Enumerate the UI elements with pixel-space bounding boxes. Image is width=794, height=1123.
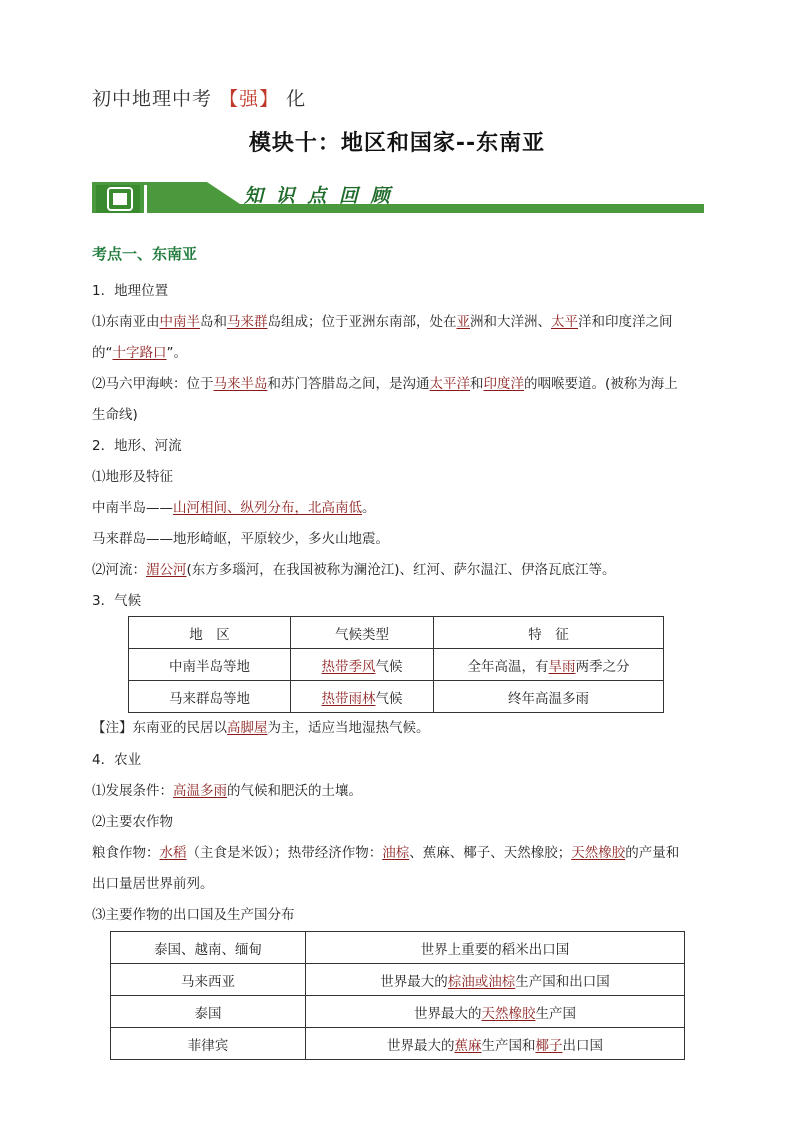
table-row bbox=[129, 649, 664, 681]
page-title: 模块十：地区和国家--东南亚 bbox=[248, 131, 546, 156]
table-cell: 中南半岛等地 bbox=[129, 649, 291, 681]
s2-heading: 2．地形、河流 bbox=[92, 438, 182, 454]
s4-p3b: 出口量居世界前列。 bbox=[92, 876, 214, 892]
table-row bbox=[111, 964, 685, 996]
table-row bbox=[111, 996, 685, 1028]
s1-heading: 1．地理位置 bbox=[92, 283, 169, 299]
crops-table bbox=[110, 931, 685, 1060]
table-cell: 世界上重要的稻米出口国 bbox=[306, 932, 685, 964]
kaodian-heading: 考点一、东南亚 bbox=[92, 245, 198, 263]
s4-heading: 4．农业 bbox=[92, 752, 142, 768]
table-cell: 马来西亚 bbox=[111, 964, 306, 996]
s2-line1: 中南半岛——山河相间、纵列分布，北高南低。 bbox=[92, 500, 376, 516]
s4-p2: ⑵主要农作物 bbox=[92, 814, 173, 830]
table-row bbox=[129, 681, 664, 713]
series-title-highlight: 【强】 bbox=[219, 88, 280, 110]
s1-p1: ⑴东南亚由中南半岛和马来群岛组成；位于亚洲东南部，处在亚洲和大洋洲、太平洋和印度洋之间 bbox=[92, 314, 673, 330]
table-row bbox=[111, 932, 685, 964]
table-cell: 世界最大的棕油或油棕生产国和出口国 bbox=[306, 964, 685, 996]
table-row bbox=[111, 1028, 685, 1060]
table-cell: 终年高温多雨 bbox=[434, 681, 664, 713]
s3-heading: 3．气候 bbox=[92, 593, 142, 609]
table-cell: 泰国 bbox=[111, 996, 306, 1028]
table-cell: 泰国、越南、缅甸 bbox=[111, 932, 306, 964]
banner-graphic bbox=[92, 180, 704, 216]
s3-note: 【注】东南亚的民居以高脚屋为主，适应当地湿热气候。 bbox=[92, 720, 430, 736]
series-title bbox=[92, 84, 306, 111]
table-cell: 菲律宾 bbox=[111, 1028, 306, 1060]
s4-p3: 粮食作物：水稻（主食是米饭）；热带经济作物：油棕、蕉麻、椰子、天然橡胶；天然橡胶的产量和 bbox=[92, 845, 680, 861]
table-cell: 热带雨林气候 bbox=[291, 681, 434, 713]
table-cell: 世界最大的蕉麻生产国和椰子出口国 bbox=[306, 1028, 685, 1060]
table-cell: 世界最大的天然橡胶生产国 bbox=[306, 996, 685, 1028]
series-title-b: 化 bbox=[286, 88, 307, 110]
climate-table bbox=[128, 616, 664, 713]
s1-p2b: 生命线) bbox=[92, 407, 138, 423]
series-title-a: 初中地理中考 bbox=[92, 88, 213, 110]
s2-line3: ⑵河流：湄公河(东方多瑙河，在我国被称为澜沧江)、红河、萨尔温江、伊洛瓦底江等。 bbox=[92, 562, 616, 578]
table-header: 气候类型 bbox=[291, 617, 434, 649]
table-header: 地 区 bbox=[129, 617, 291, 649]
s4-p4: ⑶主要作物的出口国及生产国分布 bbox=[92, 907, 295, 923]
s1-p2: ⑵马六甲海峡：位于马来半岛和苏门答腊岛之间，是沟通太平洋和印度洋的咽喉要道。(被称为海上 bbox=[92, 376, 678, 392]
s1-p1b: 的“十字路口”。 bbox=[92, 345, 187, 361]
table-cell: 马来群岛等地 bbox=[129, 681, 291, 713]
s2-line2: 马来群岛——地形崎岖，平原较少，多火山地震。 bbox=[92, 531, 389, 547]
table-cell: 全年高温，有旱雨两季之分 bbox=[434, 649, 664, 681]
banner-title: 知 识 点 回 顾 bbox=[244, 185, 393, 207]
table-header-row bbox=[129, 617, 664, 649]
s2-sub: ⑴地形及特征 bbox=[92, 469, 173, 485]
table-header: 特 征 bbox=[434, 617, 664, 649]
section-banner bbox=[92, 180, 704, 216]
table-cell: 热带季风气候 bbox=[291, 649, 434, 681]
s4-p1: ⑴发展条件：高温多雨的气候和肥沃的土壤。 bbox=[92, 783, 362, 799]
